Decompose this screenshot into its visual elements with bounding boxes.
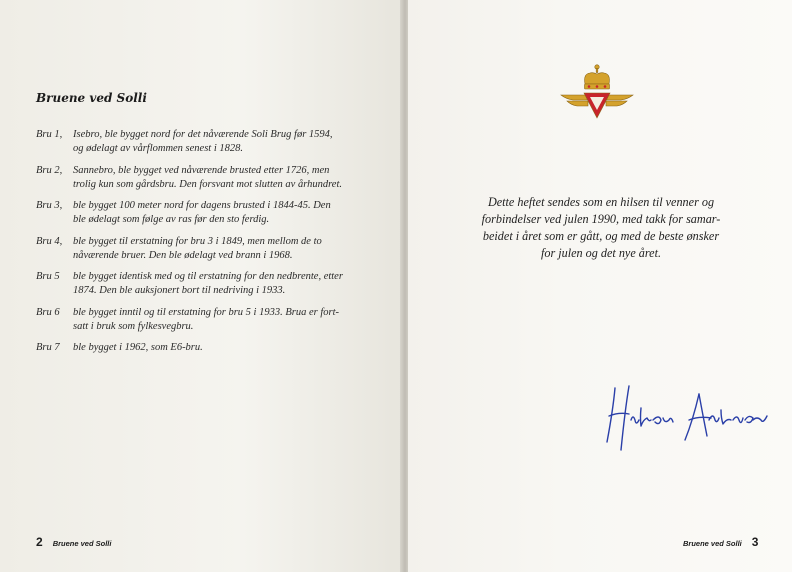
entry-label: Bru 2, — [36, 164, 63, 176]
list-item — [36, 164, 376, 192]
entry-text: ble bygget i 1962, som E6-bru. — [73, 342, 203, 353]
entry-label: Bru 4, — [36, 235, 63, 247]
bridge-list — [36, 128, 376, 363]
list-item — [36, 128, 376, 156]
entry-label: Bru 6 — [36, 306, 60, 318]
left-folio — [36, 535, 111, 549]
page-heading: Bruene ved Solli — [36, 91, 147, 105]
entry-label: Bru 5 — [36, 271, 60, 282]
list-item — [36, 235, 376, 263]
greeting-text: Dette heftet sendes som en hilsen til venner og forbindelser ved julen 1990, med takk for samar- beidet i året som er gått, og med de beste ønsker for julen og det nye året. — [481, 195, 721, 260]
handwritten-signature-icon — [603, 380, 773, 470]
entry-label: Bru 7 — [36, 342, 60, 353]
entry-text: Isebro, ble bygget nord for det nåværende Soli Brug før 1594, og ødelagt av vårflommen senest i 1828. — [73, 129, 333, 154]
entry-text: ble bygget 100 meter nord for dagens brusted i 1844-45. Den ble ødelagt som følge av ras før den sto ferdig. — [73, 200, 331, 225]
running-title: Bruene ved Solli — [683, 539, 742, 548]
entry-text: ble bygget identisk med og til erstatning for den nedbrente, etter 1874. Den ble auksjonert bort til nedriving i 1933. — [73, 271, 343, 296]
entry-text: Sannebro, ble bygget ved nåværende brusted etter 1726, men trolig kun som gårdsbru. Den forsvant mot slutten av århundret. — [73, 164, 343, 190]
entry-label: Bru 3, — [36, 200, 63, 211]
page-number: 2 — [36, 535, 43, 549]
list-item — [36, 270, 376, 298]
entry-label: Bru 1, — [36, 129, 63, 140]
list-item — [36, 306, 376, 334]
running-title: Bruene ved Solli — [52, 539, 112, 548]
entry-text: ble bygget til erstatning for bru 3 i 1849, men mellom de to nåværende bruer. Den ble ødelagt ved brann i 1968. — [73, 235, 322, 261]
entry-text: ble bygget inntil og til erstatning for bru 5 i 1933. Brua er fort- satt i bruk som fylkesvegbru. — [73, 306, 339, 332]
list-item — [36, 199, 376, 227]
page-number: 3 — [751, 535, 759, 549]
list-item — [36, 341, 376, 355]
right-folio — [683, 535, 758, 549]
crown-winged-emblem-icon — [557, 62, 637, 132]
